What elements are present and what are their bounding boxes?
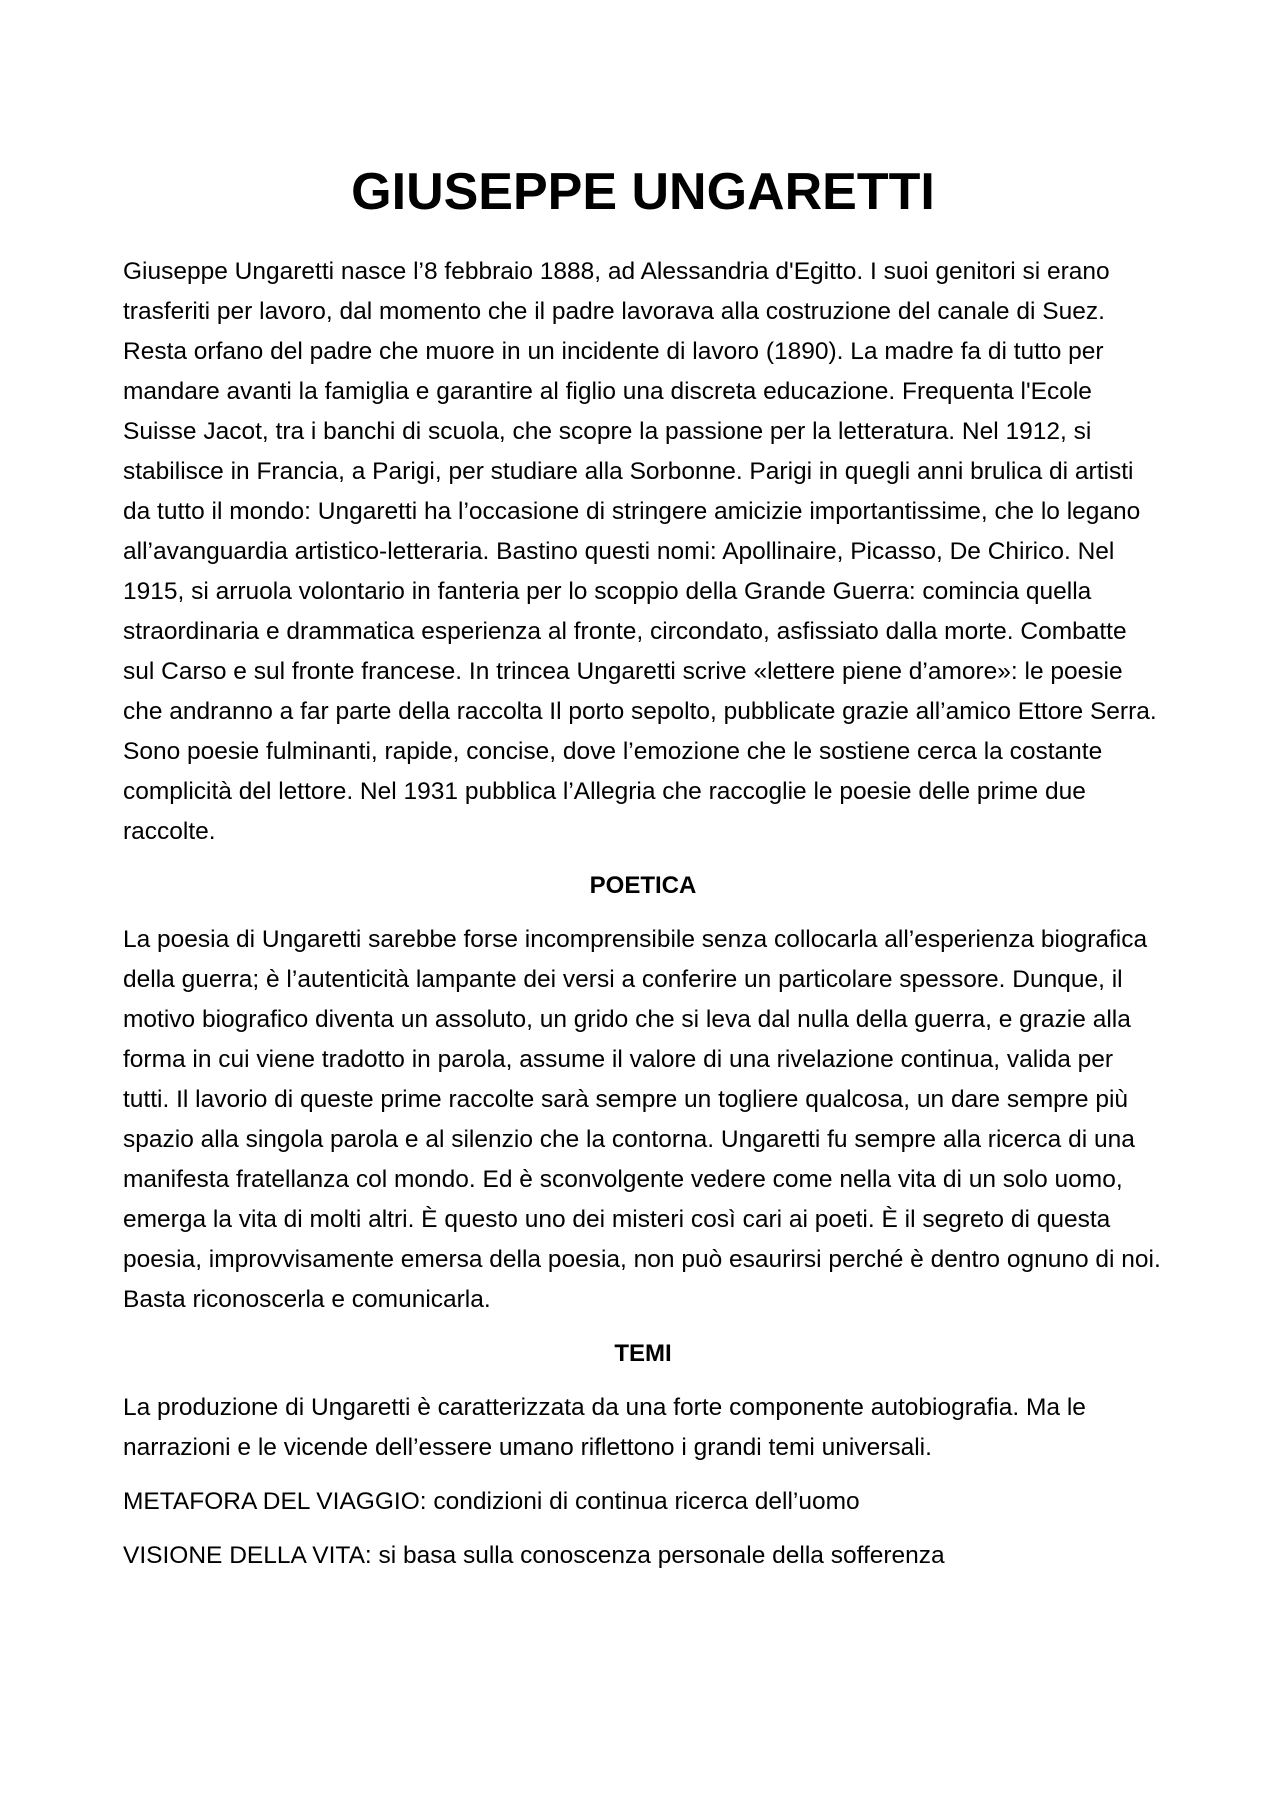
- document-title: GIUSEPPE UNGARETTI: [351, 163, 935, 221]
- temi-paragraph: La produzione di Ungaretti è caratterizzata da una forte componente autobiografia. Ma le narrazioni e le vicende dell’essere umano riflettono i grandi temi universali.: [123, 1394, 1086, 1461]
- poetica-paragraph: La poesia di Ungaretti sarebbe forse incomprensibile senza collocarla all’esperienza biografica della guerra; è l’autenticità lampante dei versi a conferire un particolare spessore. Dunque, il motivo biografico diventa un assoluto, un grido che si leva dal nulla della guerra, e grazie alla forma in cui viene tradotto in parola, assume il valore di una rivelazione continua, valida per tutti. Il lavorio di queste prime raccolte sarà sempre un togliere qualcosa, un dare sempre più spazio alla singola parola e al silenzio che la contorna. Ungaretti fu sempre alla ricerca di una manifesta fratellanza col mondo. Ed è sconvolgente vedere come nella vita di un solo uomo, emerga la vita di molti altri. È questo uno dei misteri così cari ai poeti. È il segreto di questa poesia, improvvisamente emersa della poesia, non può esaurirsi perché è dentro ognuno di noi. Basta riconoscerla e comunicarla.: [123, 926, 1161, 1313]
- poetica-heading: POETICA: [589, 872, 697, 899]
- temi-item-vita: VISIONE DELLA VITA: si basa sulla conoscenza personale della sofferenza: [123, 1542, 945, 1569]
- temi-heading: TEMI: [614, 1340, 672, 1367]
- temi-item-viaggio: METAFORA DEL VIAGGIO: condizioni di continua ricerca dell’uomo: [123, 1488, 860, 1515]
- intro-paragraph: Giuseppe Ungaretti nasce l’8 febbraio 1888, ad Alessandria d'Egitto. I suoi genitori si erano trasferiti per lavoro, dal momento che il padre lavorava alla costruzione del canale di Suez. Resta orfano del padre che muore in un incidente di lavoro (1890). La madre fa di tutto per mandare avanti la famiglia e garantire al figlio una discreta educazione. Frequenta l'Ecole Suisse Jacot, tra i banchi di scuola, che scopre la passione per la letteratura. Nel 1912, si stabilisce in Francia, a Parigi, per studiare alla Sorbonne. Parigi in quegli anni brulica di artisti da tutto il mondo: Ungaretti ha l’occasione di stringere amicizie importantissime, che lo legano all’avanguardia artistico-letteraria. Bastino questi nomi: Apollinaire, Picasso, De Chirico. Nel 1915, si arruola volontario in fanteria per lo scoppio della Grande Guerra: comincia quella straordinaria e drammatica esperienza al fronte, circondato, asfissiato dalla morte. Combatte sul Carso e sul fronte francese. In trincea Ungaretti scrive «lettere piene d’amore»: le poesie che andranno a far parte della raccolta Il porto sepolto, pubblicate grazie all’amico Ettore Serra. Sono poesie fulminanti, rapide, concise, dove l’emozione che le sostiene cerca la costante complicità del lettore. Nel 1931 pubblica l’Allegria che raccoglie le poesie delle prime due raccolte.: [123, 258, 1157, 845]
- document-page: [123, 160, 1163, 1590]
